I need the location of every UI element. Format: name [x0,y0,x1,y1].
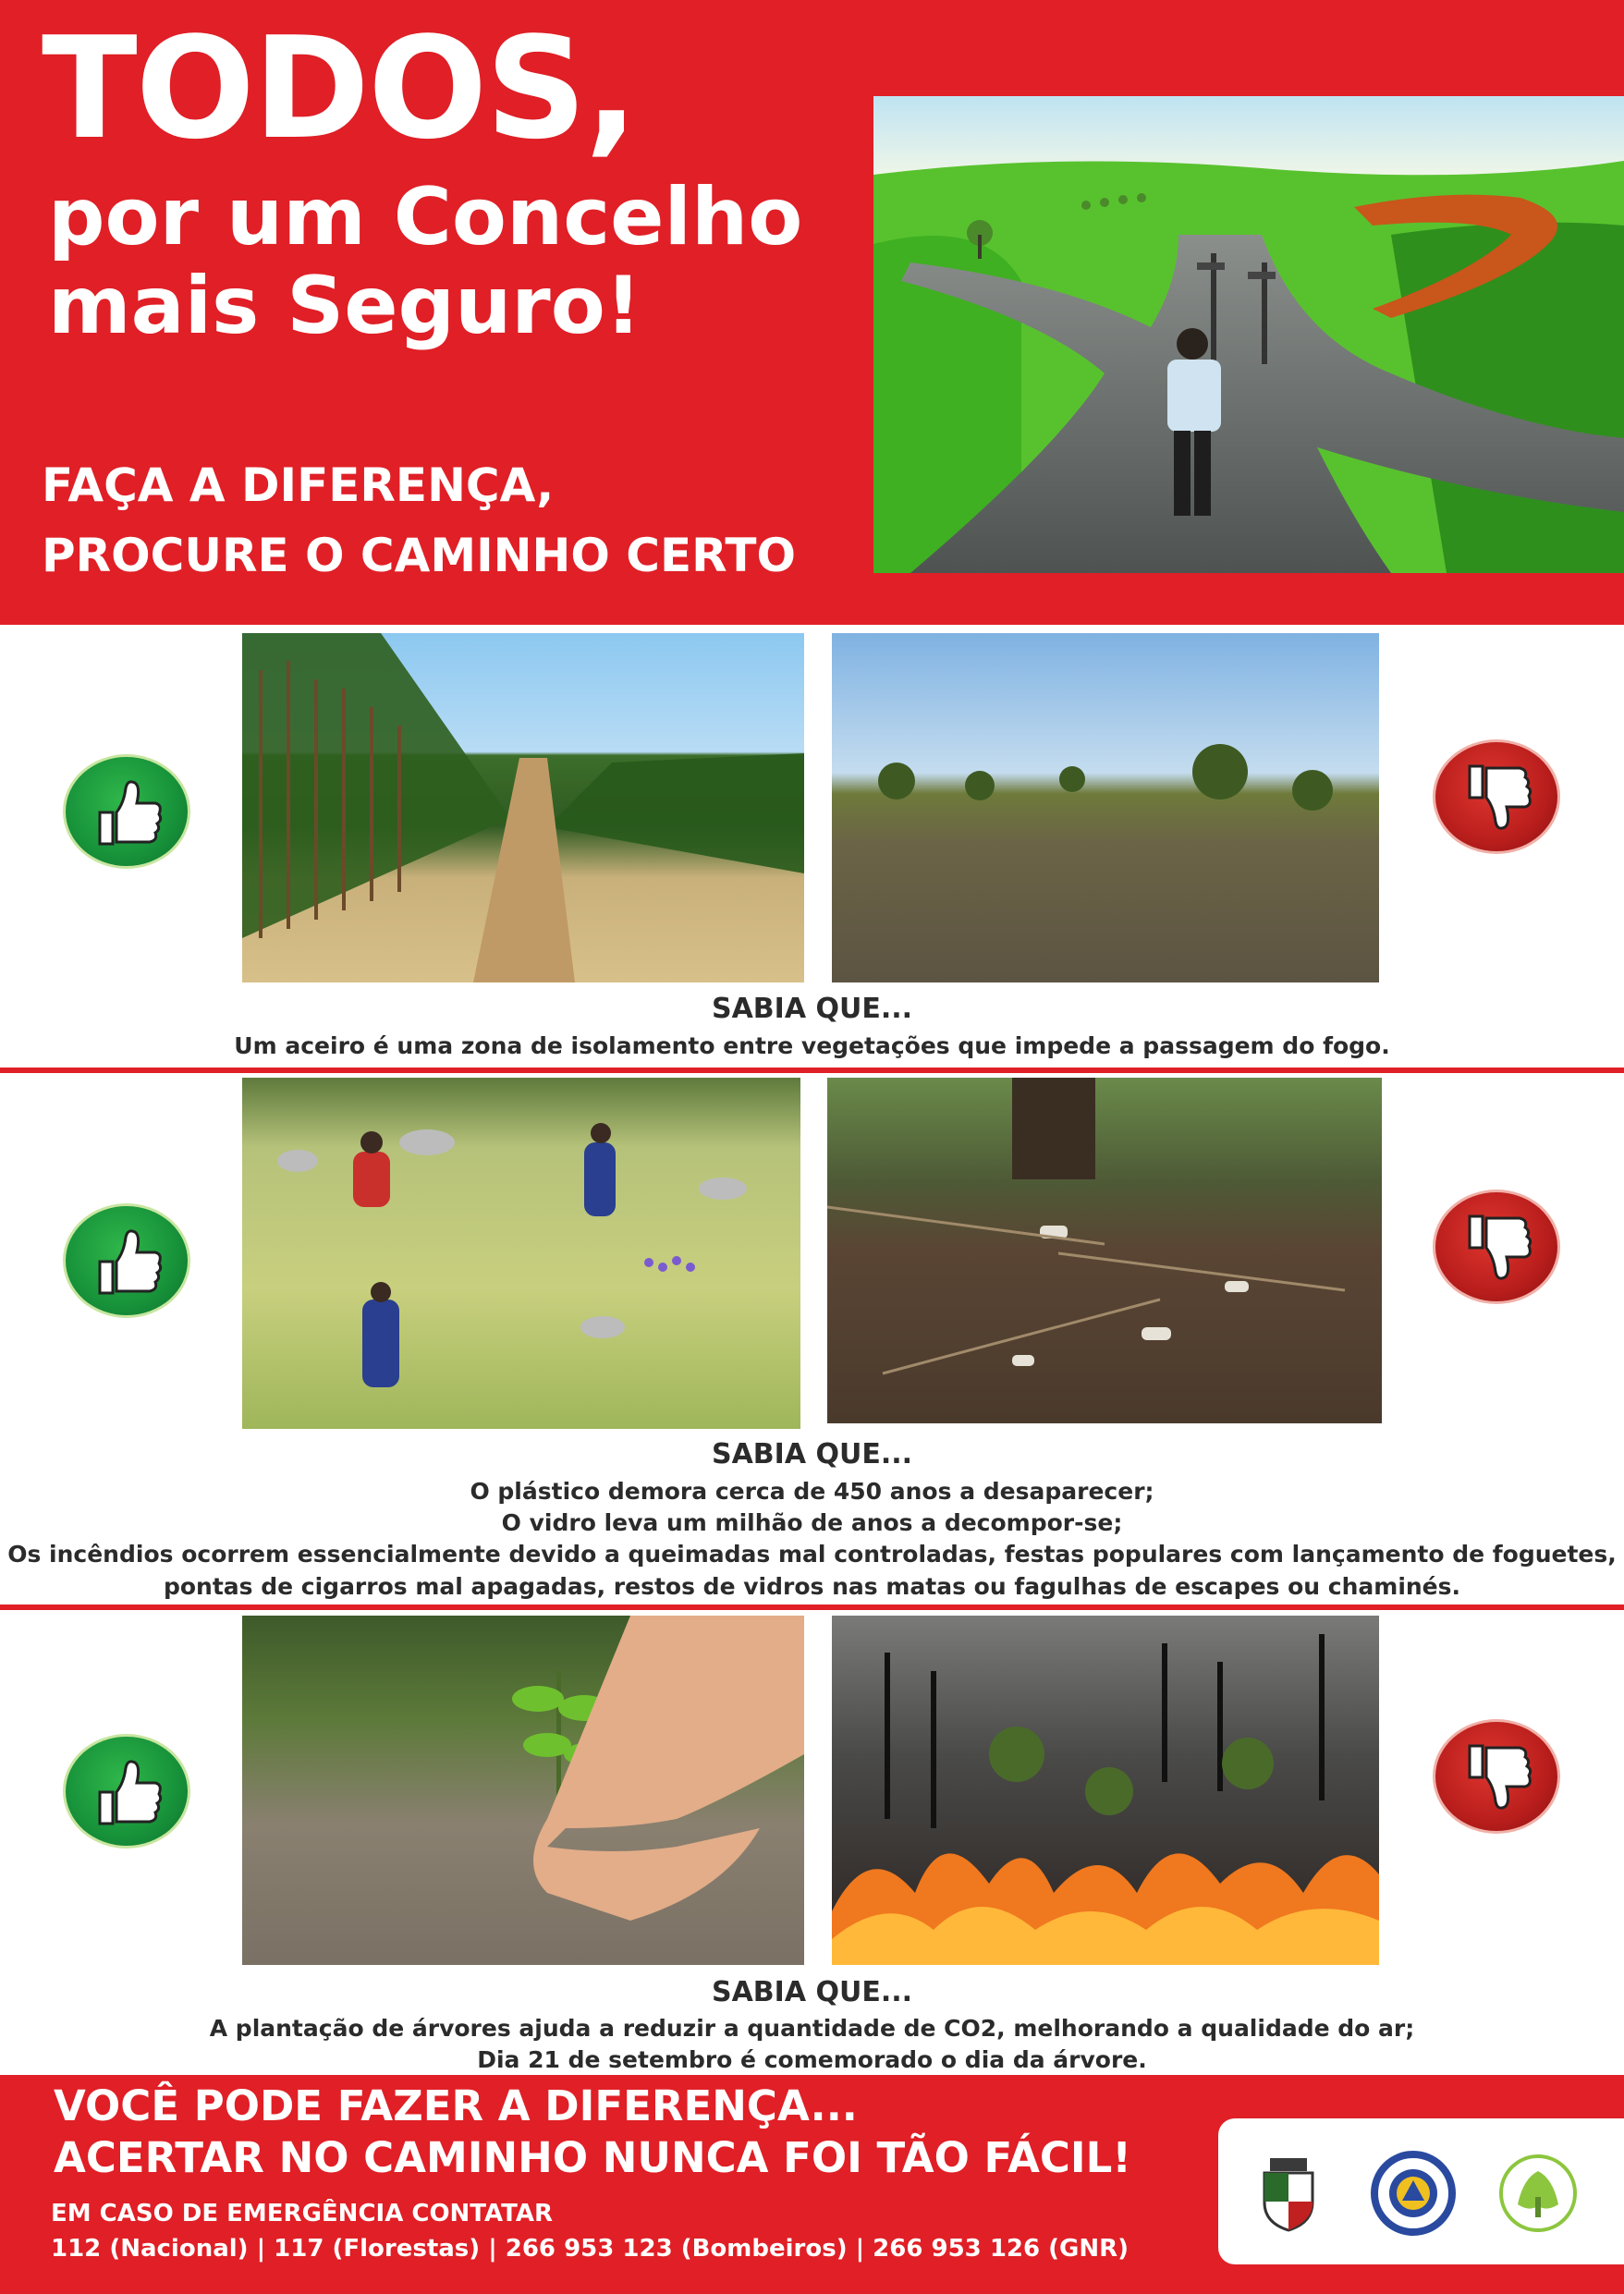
photo-firebreak-forest [242,633,804,982]
info-line: O plástico demora cerca de 450 anos a desaparecer; [470,1478,1154,1505]
info-line: Os incêndios ocorrem essencialmente devido a queimadas mal controladas, festas populares com lançamento de foguetes, [7,1541,1617,1568]
emergency-title: EM CASO DE EMERGÊNCIA CONTATAR [51,2200,553,2227]
partner-logos [1218,2118,1624,2264]
thumbs-down-icon [1433,739,1560,854]
info-line: A plantação de árvores ajuda a reduzir a quantidade de CO2, melhorando a qualidade do ar; [209,2015,1415,2042]
poster-subtitle-line2: mais Seguro! [48,260,642,352]
thumbs-up-icon [63,1203,190,1318]
thumbs-down-icon [1433,1190,1560,1304]
info-line: Um aceiro é uma zona de isolamento entre vegetações que impede a passagem do fogo. [234,1032,1390,1059]
row-divider [0,1068,1624,1073]
row-divider [0,1605,1624,1610]
info-title: SABIA QUE... [711,1438,913,1470]
photo-people-planting [242,1078,800,1429]
poster-title: TODOS, [42,6,637,170]
hero-image-crossroads [873,96,1624,573]
info-line: O vidro leva um milhão de anos a decompor-se; [501,1509,1123,1536]
emergency-numbers: 112 (Nacional) | 117 (Florestas) | 266 953 123 (Bombeiros) | 266 953 126 (GNR) [51,2235,1129,2263]
thumbs-down-icon [1433,1719,1560,1834]
protecao-civil-logo [1371,2151,1456,2236]
footer-line1: VOCÊ PODE FAZER A DIFERENÇA... [54,2081,858,2130]
photo-littered-forest-floor [827,1078,1382,1423]
poster-subtitle-line1: por um Concelho [48,171,803,263]
thumbs-up-icon [63,754,190,869]
info-title: SABIA QUE... [711,1976,913,2008]
footer-line2: ACERTAR NO CAMINHO NUNCA FOI TÃO FÁCIL! [54,2133,1131,2182]
thumbs-up-icon [63,1734,190,1849]
slogan-line2: PROCURE O CAMINHO CERTO [42,529,796,582]
natureza-voluntariado-jovem-logo [1496,2151,1581,2236]
photo-forest-fire [832,1616,1379,1965]
municipality-crest-logo [1246,2151,1331,2236]
photo-hands-planting-seedling [242,1616,804,1965]
info-line: Dia 21 de setembro é comemorado o dia da árvore. [477,2046,1147,2073]
photo-overgrown-field [832,633,1379,982]
slogan-line1: FAÇA A DIFERENÇA, [42,458,555,512]
info-line: pontas de cigarros mal apagadas, restos de vidros nas matas ou fagulhas de escapes ou chaminés. [163,1573,1461,1600]
info-title: SABIA QUE... [711,993,913,1025]
